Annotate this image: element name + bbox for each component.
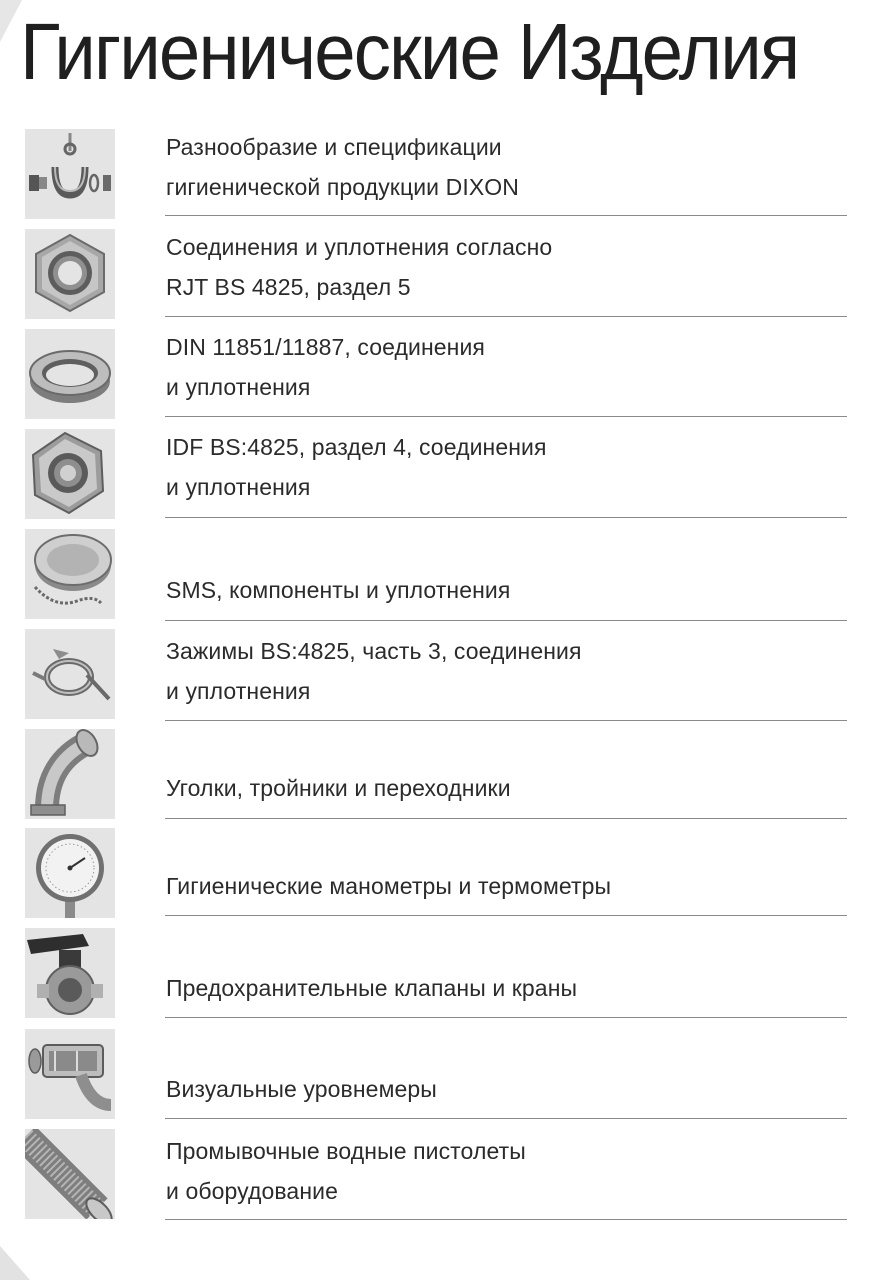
divider bbox=[165, 1017, 847, 1018]
hose-icon bbox=[25, 1129, 115, 1219]
list-item-label: SMS, компоненты и уплотнения bbox=[166, 577, 511, 603]
list-item-label: Уголки, тройники и переходники bbox=[166, 775, 511, 801]
divider bbox=[165, 316, 847, 317]
divider bbox=[165, 1219, 847, 1220]
divider bbox=[165, 416, 847, 417]
list-item-label: IDF BS:4825, раздел 4, соединения и уплотнения bbox=[166, 434, 547, 500]
divider bbox=[165, 620, 847, 621]
divider bbox=[165, 915, 847, 916]
list-item-label: Предохранительные клапаны и краны bbox=[166, 975, 578, 1001]
divider bbox=[165, 720, 847, 721]
clamp-assembly-icon bbox=[25, 129, 115, 219]
list-item-label: Визуальные уровнемеры bbox=[166, 1076, 437, 1102]
list-item-label: Разнообразие и спецификации гигиенической продукции DIXON bbox=[166, 134, 519, 200]
divider bbox=[165, 215, 847, 216]
pressure-gauge-icon bbox=[25, 828, 115, 918]
list-item-label: Гигиенические манометры и термометры bbox=[166, 873, 612, 899]
sight-glass-icon bbox=[25, 1029, 115, 1119]
blank-cap-chain-icon bbox=[25, 529, 115, 619]
hex-union-icon bbox=[25, 429, 115, 519]
list-item-label: Промывочные водные пистолеты и оборудование bbox=[166, 1138, 526, 1204]
list-item-label: Зажимы BS:4825, часть 3, соединения и уплотнения bbox=[166, 638, 582, 704]
clamp-icon bbox=[25, 629, 115, 719]
divider bbox=[165, 1118, 847, 1119]
hex-nut-icon bbox=[25, 229, 115, 319]
elbow-icon bbox=[25, 729, 115, 819]
page-title: Гигиенические Изделия bbox=[20, 7, 799, 96]
butterfly-valve-icon bbox=[25, 928, 115, 1018]
list-item-label: Соединения и уплотнения согласно RJT BS 4825, раздел 5 bbox=[166, 234, 553, 300]
list-item-label: DIN 11851/11887, соединения и уплотнения bbox=[166, 334, 485, 400]
divider bbox=[165, 517, 847, 518]
round-nut-icon bbox=[25, 329, 115, 419]
divider bbox=[165, 818, 847, 819]
